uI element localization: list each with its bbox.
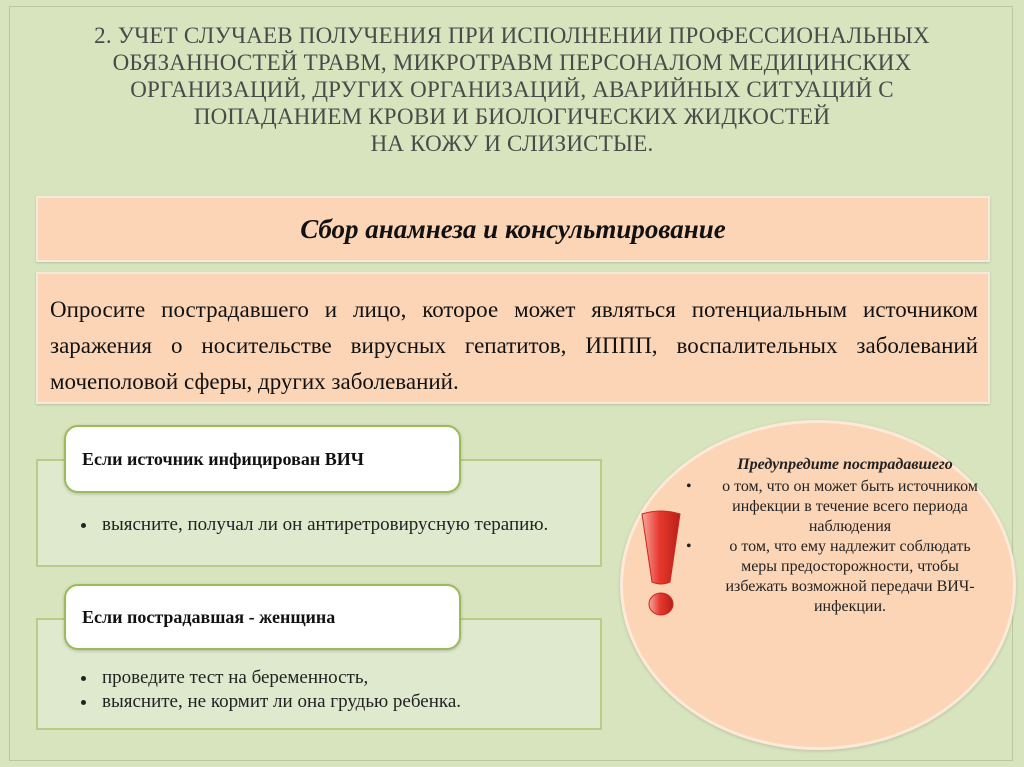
list-item: • проведите тест на беременность, bbox=[98, 666, 600, 690]
hiv-label: Если источник инфицирован ВИЧ bbox=[64, 425, 461, 493]
warning-text bbox=[680, 455, 990, 617]
title-line: 2. УЧЕТ СЛУЧАЕВ ПОЛУЧЕНИЯ ПРИ ИСПОЛНЕНИИ ПРОФЕССИОНАЛЬНЫХ bbox=[94, 23, 930, 48]
list-item: • выясните, не кормит ли она грудью ребенка. bbox=[98, 690, 600, 714]
woman-label: Если пострадавшая - женщина bbox=[64, 584, 461, 650]
instruction-paragraph: Опросите пострадавшего и лицо, которое может являться потенциальным источником заражения о носительстве вирусных гепатитов, ИППП, воспалительных заболеваний мочеполовой сферы, других заболеваний. bbox=[36, 272, 990, 404]
slide-title bbox=[30, 22, 994, 157]
title-line: ПОПАДАНИЕМ КРОВИ И БИОЛОГИЧЕСКИХ ЖИДКОСТЕЙ bbox=[193, 104, 831, 129]
list-item: • выясните, получал ли он антиретровирусную терапию. bbox=[98, 513, 600, 537]
exclamation-icon bbox=[636, 508, 686, 618]
title-line: НА КОЖУ И СЛИЗИСТЫЕ. bbox=[370, 131, 654, 156]
section-banner: Сбор анамнеза и консультирование bbox=[36, 196, 990, 262]
warning-heading: Предупредите пострадавшего bbox=[737, 456, 953, 473]
title-line: ОБЯЗАННОСТЕЙ ТРАВМ, МИКРОТРАВМ ПЕРСОНАЛОМ МЕДИЦИНСКИХ bbox=[112, 50, 912, 75]
woman-list bbox=[38, 666, 600, 714]
title-line: ОРГАНИЗАЦИЙ, ДРУГИХ ОРГАНИЗАЦИЙ, АВАРИЙНЫХ СИТУАЦИЙ С bbox=[130, 77, 894, 102]
hiv-list bbox=[38, 513, 600, 537]
warning-list bbox=[680, 477, 990, 617]
list-item: • о том, что ему надлежит соблюдать меры предосторожности, чтобы избежать возможной передачи ВИЧ-инфекции. bbox=[680, 537, 990, 617]
list-item: • о том, что он может быть источником инфекции в течение всего периода наблюдения bbox=[680, 477, 990, 537]
